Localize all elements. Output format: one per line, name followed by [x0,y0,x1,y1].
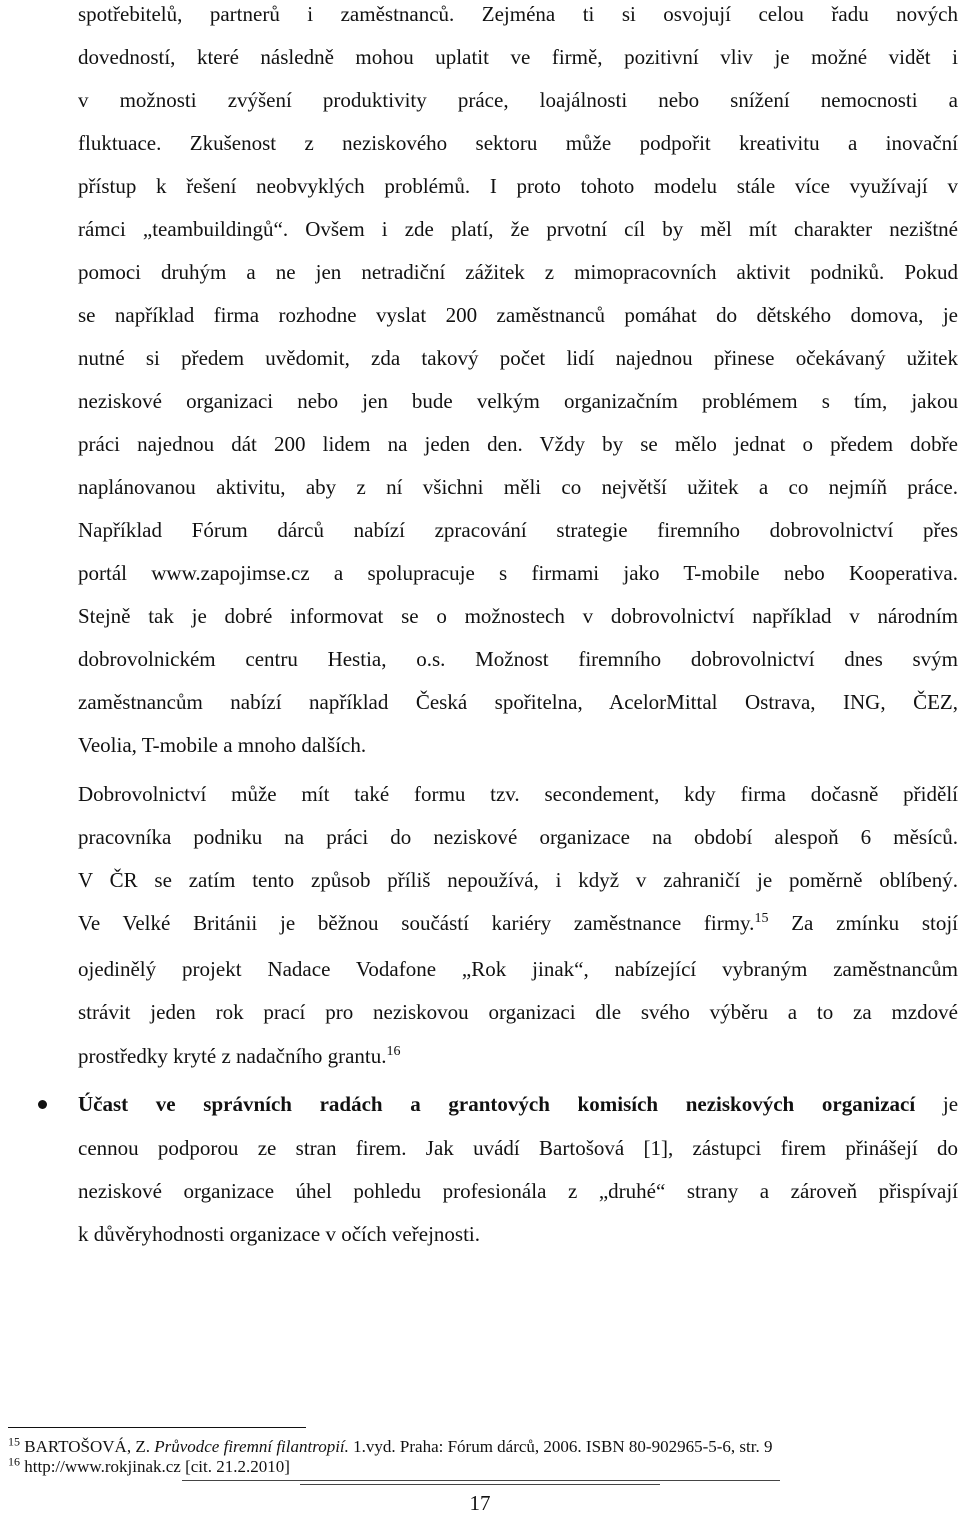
text-line: Veolia, T-mobile a mnoho dalších. [78,733,367,757]
footnote-15 [8,1434,773,1457]
page-number: 17 [469,1491,491,1515]
footnote-title: Průvodce firemní filantropií. [154,1437,349,1456]
text-line: fluktuace. Zkušenost z neziskového sektoru může podpořit kreativitu a inovační [78,131,958,155]
text-run: Ve Velké Británii je běžnou součástí kariéry zaměstnance firmy. [78,911,755,935]
text-line: Stejně tak je dobré informovat se o možnostech v dobrovolnictví například v národním [78,604,958,628]
text-run: Za zmínku stojí [791,911,958,935]
text-line: cennou podporou ze stran firem. Jak uvádí Bartošová [1], zástupci firem přinášejí do [78,1136,958,1160]
footnote-link[interactable]: http://www.rokjinak.cz [cit. 21.2.2010] [24,1457,290,1476]
text-line: Například Fórum dárců nabízí zpracování strategie firemního dobrovolnictví přes [78,518,958,542]
footnote-author: BARTOŠOVÁ, Z. [24,1437,150,1456]
footnote-ref-15[interactable]: 15 [754,911,769,926]
text-line: dovedností, které následně mohou uplatit ve firmě, pozitivní vliv je možné vidět i [78,45,958,69]
footnote-separator [8,1427,306,1428]
text-line: se například firma rozhodne vyslat 200 zaměstnanců pomáhat do dětského domova, je [78,303,958,327]
text-line [78,911,958,935]
text-line: práci najednou dát 200 lidem na jeden den. Vždy by se mělo jednat o předem dobře [78,432,958,456]
footnote-number: 15 [8,1434,20,1449]
text-line: portál www.zapojimse.cz a spolupracuje s firmami jako T-mobile nebo Kooperativa. [78,561,958,585]
footnote-rest: 1.vyd. Praha: Fórum dárců, 2006. ISBN 80-902965-5-6, str. 9 [353,1437,773,1456]
text-line: neziskové organizace úhel pohledu profesionála z „druhé“ strany a zároveň přispívají [78,1179,958,1203]
text-line: naplánovanou aktivitu, aby z ní všichni měli co největší užitek a co nejmíň práce. [78,475,958,499]
footer-rule [300,1484,660,1485]
text-line [78,1044,958,1068]
text-line [78,1092,958,1116]
footnote-ref-16[interactable]: 16 [386,1044,401,1059]
text-line: spotřebitelů, partnerů i zaměstnanců. Zejména ti si osvojují celou řadu nových [78,2,958,26]
text-line: V ČR se zatím tento způsob příliš nepoužívá, i když v zahraničí je poměrně oblíbený. [78,868,958,892]
text-line: dobrovolnickém centru Hestia, o.s. Možnost firemního dobrovolnictví dnes svým [78,647,958,671]
text-run: je [942,1092,959,1116]
text-run: prostředky kryté z nadačního grantu. [78,1044,387,1068]
footnote-16 [8,1454,290,1477]
text-line: zaměstnancům nabízí například Česká spořitelna, AcelorMittal Ostrava, ING, ČEZ, [78,690,958,714]
bold-text: Účast ve správních radách a grantových komisích neziskových organizací [78,1092,916,1116]
text-line: v možnosti zvýšení produktivity práce, loajálnosti nebo snížení nemocnosti a [78,88,958,112]
text-line: neziskové organizaci nebo jen bude velkým organizačním problémem s tím, jakou [78,389,958,413]
text-line: nutné si předem uvědomit, zda takový počet lidí najednou přinese očekávaný užitek [78,346,958,370]
text-line: strávit jeden rok prací pro neziskovou organizaci dle svého výběru a to za mzdové [78,1000,958,1024]
bullet-dot [38,1100,47,1109]
footnote-number: 16 [8,1454,20,1469]
text-line: k důvěryhodnosti organizace v očích veřejnosti. [78,1222,480,1246]
text-line: pomoci druhým a ne jen netradiční zážitek z mimopracovních aktivit podniků. Pokud [78,260,958,284]
footer-rule [182,1480,780,1481]
text-line: rámci „teambuildingů“. Ovšem i zde platí, že prvotní cíl by měl mít charakter nezištné [78,217,958,241]
text-line: ojedinělý projekt Nadace Vodafone „Rok jinak“, nabízející vybraným zaměstnancům [78,957,958,981]
text-line: přístup k řešení neobvyklých problémů. I proto tohoto modelu stále více využívají v [78,174,958,198]
text-line: pracovníka podniku na práci do neziskové organizace na období alespoň 6 měsíců. [78,825,958,849]
text-line: Dobrovolnictví může mít také formu tzv. secondement, kdy firma dočasně přidělí [78,782,958,806]
